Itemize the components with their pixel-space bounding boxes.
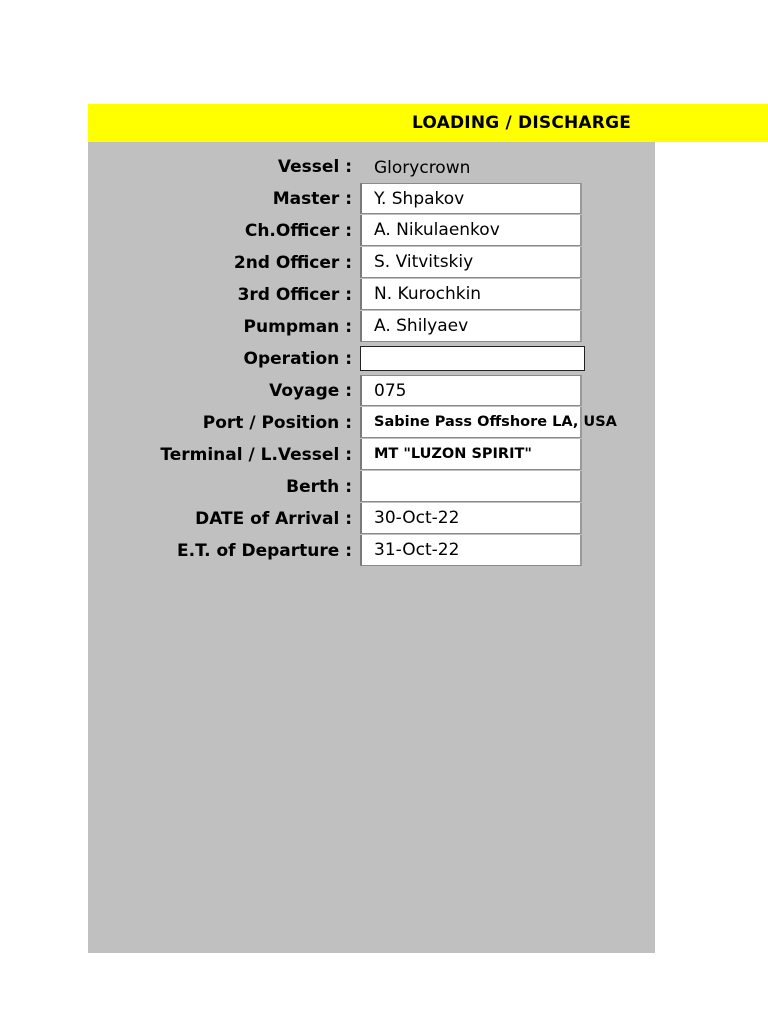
port-position-field[interactable]: [360, 407, 617, 438]
operation-label: Operation :: [243, 349, 352, 369]
third-officer-field[interactable]: [360, 279, 582, 310]
vessel-label: Vessel :: [277, 157, 352, 177]
page-title: LOADING / DISCHARGE: [412, 113, 632, 133]
pumpman-value: A. Shilyaev: [374, 316, 469, 336]
pumpman-label: Pumpman :: [243, 317, 352, 337]
voyage-value: 075: [374, 381, 407, 401]
date-arrival-label: DATE of Arrival :: [195, 509, 352, 529]
terminal-value: MT "LUZON SPIRIT": [374, 446, 532, 462]
port-position-value: Sabine Pass Offshore LA, USA: [374, 414, 617, 430]
date-arrival-field[interactable]: [360, 503, 582, 534]
second-officer-field[interactable]: [360, 247, 582, 278]
port-position-label: Port / Position :: [202, 413, 352, 433]
master-field[interactable]: [360, 183, 582, 214]
terminal-field[interactable]: [360, 439, 582, 470]
voyage-field[interactable]: [360, 375, 582, 406]
et-departure-value: 31-Oct-22: [374, 540, 460, 560]
et-departure-label: E.T. of Departure :: [177, 541, 352, 561]
third-officer-value: N. Kurochkin: [374, 284, 482, 304]
terminal-label: Terminal / L.Vessel :: [160, 445, 352, 465]
ch-officer-label: Ch.Officer :: [244, 221, 352, 241]
ch-officer-field[interactable]: [360, 215, 582, 246]
berth-field[interactable]: [360, 471, 582, 502]
vessel-value[interactable]: Glorycrown: [374, 158, 471, 178]
operation-field[interactable]: [360, 346, 585, 371]
pumpman-field[interactable]: [360, 311, 582, 342]
master-label: Master :: [272, 189, 352, 209]
ch-officer-value: A. Nikulaenkov: [374, 220, 500, 240]
berth-label: Berth :: [286, 477, 352, 497]
third-officer-label: 3rd Officer :: [237, 285, 352, 305]
voyage-label: Voyage :: [269, 381, 352, 401]
date-arrival-value: 30-Oct-22: [374, 508, 460, 528]
et-departure-field[interactable]: [360, 535, 582, 566]
second-officer-label: 2nd Officer :: [233, 253, 352, 273]
master-value: Y. Shpakov: [374, 189, 465, 209]
second-officer-value: S. Vitvitskiy: [374, 252, 474, 272]
